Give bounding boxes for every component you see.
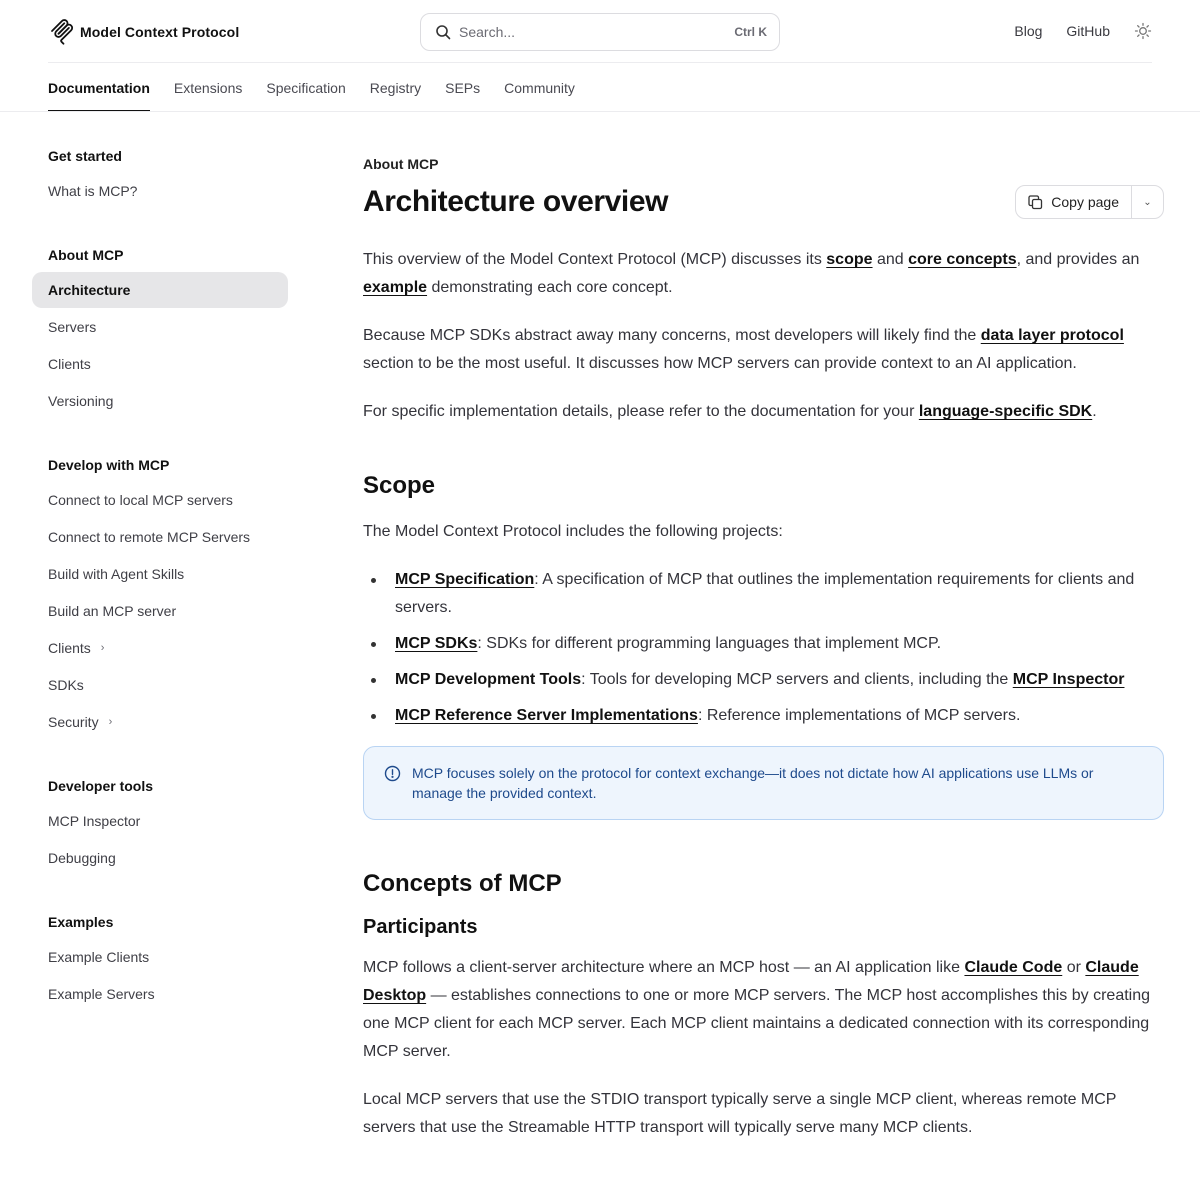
sidebar-item-debugging[interactable] bbox=[32, 840, 288, 876]
text: . bbox=[1092, 403, 1097, 420]
list-item bbox=[363, 630, 1164, 658]
implementation-paragraph bbox=[363, 398, 1164, 426]
claude-desktop-link[interactable]: Claude Desktop bbox=[363, 959, 1139, 1004]
sidebar-item-label: Build with Agent Skills bbox=[48, 566, 185, 582]
tabs-divider bbox=[0, 111, 1200, 112]
sidebar-item-label: Connect to local MCP servers bbox=[48, 492, 233, 508]
github-link[interactable]: GitHub bbox=[1066, 23, 1110, 39]
reference-servers-link[interactable]: MCP Reference Server Implementations bbox=[395, 707, 698, 724]
sidebar-item-label: Example Servers bbox=[48, 986, 155, 1002]
list-item bbox=[363, 566, 1164, 622]
sidebar-item-servers[interactable] bbox=[32, 309, 288, 345]
sidebar-group-developer-tools: Developer tools bbox=[48, 778, 154, 794]
transport-paragraph: Local MCP servers that use the STDIO transport typically serve a single MCP client, whereas remote MCP servers that use the Streamable HTTP transport will typically serve many MCP clients. bbox=[363, 1091, 1117, 1136]
sidebar-item-label: Architecture bbox=[48, 282, 131, 298]
concepts-heading: Concepts of MCP bbox=[363, 870, 562, 897]
sidebar-item-label: Clients bbox=[48, 356, 91, 372]
nav-tabs bbox=[48, 64, 575, 112]
search-icon bbox=[435, 24, 451, 40]
sidebar-item-what-is-mcp[interactable] bbox=[32, 173, 288, 209]
main-content bbox=[363, 150, 1164, 1142]
sidebar-item-label: Example Clients bbox=[48, 949, 150, 965]
top-links bbox=[1014, 22, 1152, 40]
dev-tools-label: MCP Development Tools bbox=[395, 671, 582, 688]
logo[interactable] bbox=[50, 19, 239, 45]
text: or bbox=[1062, 959, 1086, 976]
sidebar-item-architecture[interactable] bbox=[32, 272, 288, 308]
info-icon bbox=[384, 765, 401, 782]
search-shortcut: Ctrl K bbox=[734, 25, 767, 39]
breadcrumb: About MCP bbox=[363, 156, 439, 172]
sidebar bbox=[32, 140, 288, 1012]
sidebar-item-connect-remote[interactable] bbox=[32, 519, 288, 555]
text: : Tools for developing MCP servers and clients, including the bbox=[581, 671, 1013, 688]
search-placeholder[interactable]: Search... bbox=[459, 24, 516, 40]
sidebar-item-agent-skills[interactable] bbox=[32, 556, 288, 592]
text: , and provides an bbox=[1016, 251, 1140, 268]
sidebar-item-label: What is MCP? bbox=[48, 183, 138, 199]
sidebar-item-label: Servers bbox=[48, 319, 97, 335]
info-callout bbox=[363, 746, 1164, 820]
text: : Reference implementations of MCP servers. bbox=[697, 707, 1021, 724]
language-sdk-link[interactable]: language-specific SDK bbox=[918, 403, 1093, 420]
sidebar-item-label: Connect to remote MCP Servers bbox=[48, 529, 251, 545]
sidebar-item-mcp-inspector[interactable] bbox=[32, 803, 288, 839]
sidebar-group-about-mcp: About MCP bbox=[48, 247, 124, 263]
tab-seps[interactable]: SEPs bbox=[445, 80, 481, 96]
text: — establishes connections to one or more MCP servers. The MCP host accomplishes this by creating one MCP client for each MCP server. Each MCP client maintains a dedicated connection with its corresponding MCP server. bbox=[363, 987, 1151, 1060]
blog-link[interactable]: Blog bbox=[1014, 23, 1043, 39]
sidebar-group-develop-with-mcp: Develop with MCP bbox=[48, 457, 170, 473]
text: For specific implementation details, please refer to the documentation for your bbox=[363, 403, 919, 420]
sun-icon bbox=[1134, 22, 1152, 40]
scope-heading: Scope bbox=[363, 472, 436, 499]
tab-registry[interactable]: Registry bbox=[369, 80, 422, 96]
sidebar-item-label: SDKs bbox=[48, 677, 84, 693]
list-item bbox=[363, 666, 1164, 694]
copy-page-label: Copy page bbox=[1051, 194, 1119, 210]
text: This overview of the Model Context Protocol (MCP) discusses its bbox=[363, 251, 827, 268]
search-box[interactable] bbox=[420, 13, 780, 51]
text: MCP follows a client-server architecture where an MCP host — an AI application like bbox=[363, 959, 965, 976]
scope-link[interactable]: scope bbox=[826, 251, 873, 268]
tab-extensions[interactable]: Extensions bbox=[173, 80, 243, 96]
sidebar-item-sdks[interactable] bbox=[32, 667, 288, 703]
sdk-paragraph bbox=[363, 322, 1164, 378]
sidebar-item-label: Versioning bbox=[48, 393, 114, 409]
sidebar-item-clients[interactable] bbox=[32, 346, 288, 382]
sidebar-item-build-server[interactable] bbox=[32, 593, 288, 629]
tab-documentation[interactable]: Documentation bbox=[48, 64, 150, 112]
text: : SDKs for different programming languages that implement MCP. bbox=[477, 635, 942, 652]
text: : A specification of MCP that outlines the implementation requirements for clients and servers. bbox=[395, 571, 1135, 616]
scope-intro: The Model Context Protocol includes the following projects: bbox=[363, 523, 783, 540]
sidebar-group-examples: Examples bbox=[48, 914, 114, 930]
text: Because MCP SDKs abstract away many concerns, most developers will likely find the bbox=[363, 327, 981, 344]
copy-page-control bbox=[1015, 185, 1164, 219]
mcp-inspector-link[interactable]: MCP Inspector bbox=[1012, 671, 1125, 688]
chevron-right-icon: › bbox=[100, 642, 105, 654]
text: and bbox=[872, 251, 909, 268]
tab-community[interactable]: Community bbox=[504, 80, 575, 96]
intro-paragraph bbox=[363, 246, 1164, 302]
callout-text: MCP focuses solely on the protocol for context exchange—it does not dictate how AI applications use LLMs or manage the provided context. bbox=[412, 765, 1094, 801]
top-bar bbox=[0, 0, 1200, 64]
tab-specification[interactable]: Specification bbox=[266, 80, 346, 96]
theme-toggle-button[interactable] bbox=[1134, 22, 1152, 40]
sidebar-item-label: Debugging bbox=[48, 850, 116, 866]
example-link[interactable]: example bbox=[363, 279, 428, 296]
top-bar-inner bbox=[48, 0, 1152, 63]
sidebar-item-clients-expandable[interactable] bbox=[32, 630, 288, 666]
sidebar-item-example-servers[interactable] bbox=[32, 976, 288, 1012]
list-item bbox=[363, 702, 1164, 730]
participants-paragraph bbox=[363, 954, 1164, 1066]
chevron-down-icon[interactable]: ⌄ bbox=[1131, 186, 1163, 218]
logo-text: Model Context Protocol bbox=[80, 24, 240, 40]
sidebar-item-example-clients[interactable] bbox=[32, 939, 288, 975]
mcp-logo-icon bbox=[50, 19, 74, 45]
sidebar-item-label: MCP Inspector bbox=[48, 813, 141, 829]
claude-code-link[interactable]: Claude Code bbox=[964, 959, 1063, 976]
sidebar-item-versioning[interactable] bbox=[32, 383, 288, 419]
data-layer-protocol-link[interactable]: data layer protocol bbox=[980, 327, 1124, 344]
page-title: Architecture overview bbox=[363, 185, 669, 218]
projects-list bbox=[363, 566, 1164, 730]
chevron-right-icon: › bbox=[108, 716, 113, 728]
mcp-sdks-link[interactable]: MCP SDKs bbox=[395, 635, 478, 652]
copy-icon bbox=[1028, 195, 1043, 210]
sidebar-item-label: Build an MCP server bbox=[48, 603, 177, 619]
sidebar-group-get-started: Get started bbox=[48, 148, 122, 164]
text: section to be the most useful. It discusses how MCP servers can provide context to an AI application. bbox=[363, 355, 1077, 372]
sidebar-item-label: Clients bbox=[48, 640, 91, 656]
participants-heading: Participants bbox=[363, 916, 478, 938]
sidebar-item-label: Security bbox=[48, 714, 99, 730]
core-concepts-link[interactable]: core concepts bbox=[908, 251, 1017, 268]
sidebar-item-connect-local[interactable] bbox=[32, 482, 288, 518]
copy-page-button[interactable] bbox=[1016, 186, 1131, 218]
mcp-specification-link[interactable]: MCP Specification bbox=[395, 571, 535, 588]
sidebar-item-security[interactable] bbox=[32, 704, 288, 740]
text: demonstrating each core concept. bbox=[427, 279, 673, 296]
